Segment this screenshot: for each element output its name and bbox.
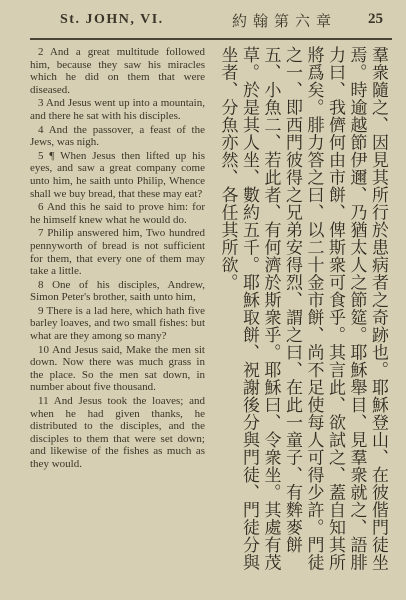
chinese-column: 羣衆隨之、因見其所行於患病者之奇跡也。耶穌登山、在彼偕門徒坐焉。時逾越節伊邇、乃猶太人之節筵。耶穌舉目、見羣衆就之、語腓力曰、我儕何由市餅、俾斯衆可食乎。其言此、欲試之、蓋自知其所將爲矣。腓力答之曰、以二十金市餅、尚不足使每人可得少許。門徒之一、即西門彼得之兄弟安得烈、謂之曰、在此一童子、有麰麥餅五、小魚二、若此者、有何濟於斯衆乎。耶穌曰、令衆坐。其處有茂草。於是其人坐、數約五千。耶穌取餅、祝謝後分與門徒、門徒分與坐者、分魚亦然、各任其所欲。 — [217, 46, 388, 571]
page-header — [0, 0, 406, 36]
verse-2: 2 And a great multitude followed him, because they saw his miracles which he did on them that were diseased. — [30, 46, 205, 96]
verse-8: 8 One of his disciples, Andrew, Simon Peter's brother, saith unto him, — [30, 278, 205, 304]
verse-9: 9 There is a lad here, which hath five barley loaves, and two small fishes: but what are they among so many? — [30, 304, 205, 343]
verse-4: 4 And the passover, a feast of the Jews, was nigh. — [30, 123, 205, 149]
running-head-english: St. JOHN, VI. — [60, 12, 164, 27]
running-head-chinese: 約翰第六章 — [232, 12, 338, 30]
verse-5: 5 ¶ When Jesus then lifted up his eyes, and saw a great company come unto him, he saith unto Philip, Whence shall we buy bread, that these may eat? — [30, 149, 205, 200]
verse-7: 7 Philip answered him, Two hundred pennyworth of bread is not sufficient for them, that every one of them may take a little. — [30, 227, 205, 278]
english-column — [30, 46, 205, 586]
verse-11: 11 And Jesus took the loaves; and when he had given thanks, he distributed to the disciples, and the disciples to them that were set down; and likewise of the fishes as much as they would. — [30, 395, 205, 470]
verse-3: 3 And Jesus went up into a mountain, and there he sat with his disciples. — [30, 97, 205, 122]
page-number: 25 — [368, 11, 383, 27]
verse-6: 6 And this he said to prove him: for he himself knew what he would do. — [30, 201, 205, 226]
header-rule — [30, 38, 392, 40]
verse-10: 10 And Jesus said, Make the men sit down. Now there was much grass in the place. So the men sat down, in number about five thousand. — [30, 343, 205, 394]
